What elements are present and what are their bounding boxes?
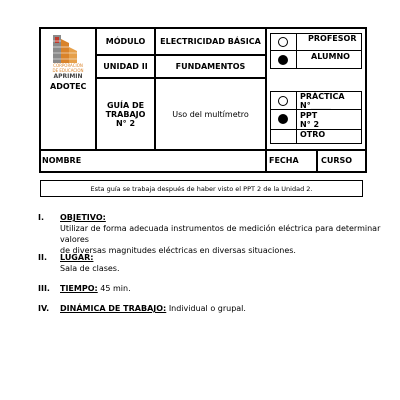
alumno-radio[interactable] xyxy=(278,55,288,65)
logo-line2: DE EDUCACION xyxy=(52,68,84,73)
org-name: ADOTEC xyxy=(50,82,87,91)
nombre-label: NOMBRE xyxy=(42,156,82,165)
guia-value: Uso del multímetro xyxy=(172,109,249,119)
profesor-radio[interactable] xyxy=(278,37,288,47)
fecha-label: FECHA xyxy=(269,156,299,165)
section-3-num: III. xyxy=(38,284,50,293)
section-1-text xyxy=(60,223,400,256)
unidad-label: UNIDAD II xyxy=(103,62,148,71)
section-1-line2: de diversas magnitudes eléctricas en diversas situaciones. xyxy=(60,246,296,255)
practica-label xyxy=(300,92,345,110)
practica-radio[interactable] xyxy=(278,96,288,106)
modulo-value: ELECTRICIDAD BÁSICA xyxy=(160,37,261,46)
section-4-text: Individual o grupal. xyxy=(168,304,246,313)
section-4-row xyxy=(60,304,246,313)
curso-label: CURSO xyxy=(321,156,353,165)
alumno-label: ALUMNO xyxy=(311,52,350,61)
ppt-label xyxy=(300,111,319,129)
section-1-line1: Utilizar de forma adecuada instrumentos de medición eléctrica para determinar valores xyxy=(60,224,381,244)
note-box xyxy=(40,180,363,197)
practica-line2: N°_____ xyxy=(300,101,331,110)
ppt-line1: PPT xyxy=(300,111,318,120)
logo-line1: CORPORACION xyxy=(53,63,83,68)
guia-label-line1: GUÍA DE xyxy=(106,100,145,110)
section-4-title: DINÁMICA DE TRABAJO: xyxy=(60,304,167,313)
section-3-title: TIEMPO: xyxy=(60,284,98,293)
practica-line1: PRÁCTICA xyxy=(300,92,345,101)
ppt-radio[interactable] xyxy=(278,114,288,124)
ppt-line2: N° 2 xyxy=(300,120,320,129)
guia-label xyxy=(97,79,154,149)
section-2-title: LUGAR: xyxy=(60,253,94,262)
section-1-num: I. xyxy=(38,213,45,222)
section-2-num: II. xyxy=(38,253,47,262)
otro-label: OTRO xyxy=(300,130,326,139)
unidad-value: FUNDAMENTOS xyxy=(175,62,246,71)
logo-brand: APRIMIN xyxy=(53,73,83,80)
logo-text xyxy=(43,63,93,80)
profesor-label: PROFESOR xyxy=(308,34,357,43)
section-3-row xyxy=(60,284,131,293)
note-text: Esta guía se trabaja después de haber visto el PPT 2 de la Unidad 2. xyxy=(90,184,313,193)
section-4-num: IV. xyxy=(38,304,50,313)
section-2-text: Sala de clases. xyxy=(60,264,120,273)
section-3-text: 45 min. xyxy=(100,284,131,293)
modulo-label: MÓDULO xyxy=(105,37,146,46)
section-1-title: OBJETIVO: xyxy=(60,213,106,222)
guia-label-line3: N° 2 xyxy=(115,118,136,128)
guia-label-line2: TRABAJO xyxy=(105,109,146,119)
